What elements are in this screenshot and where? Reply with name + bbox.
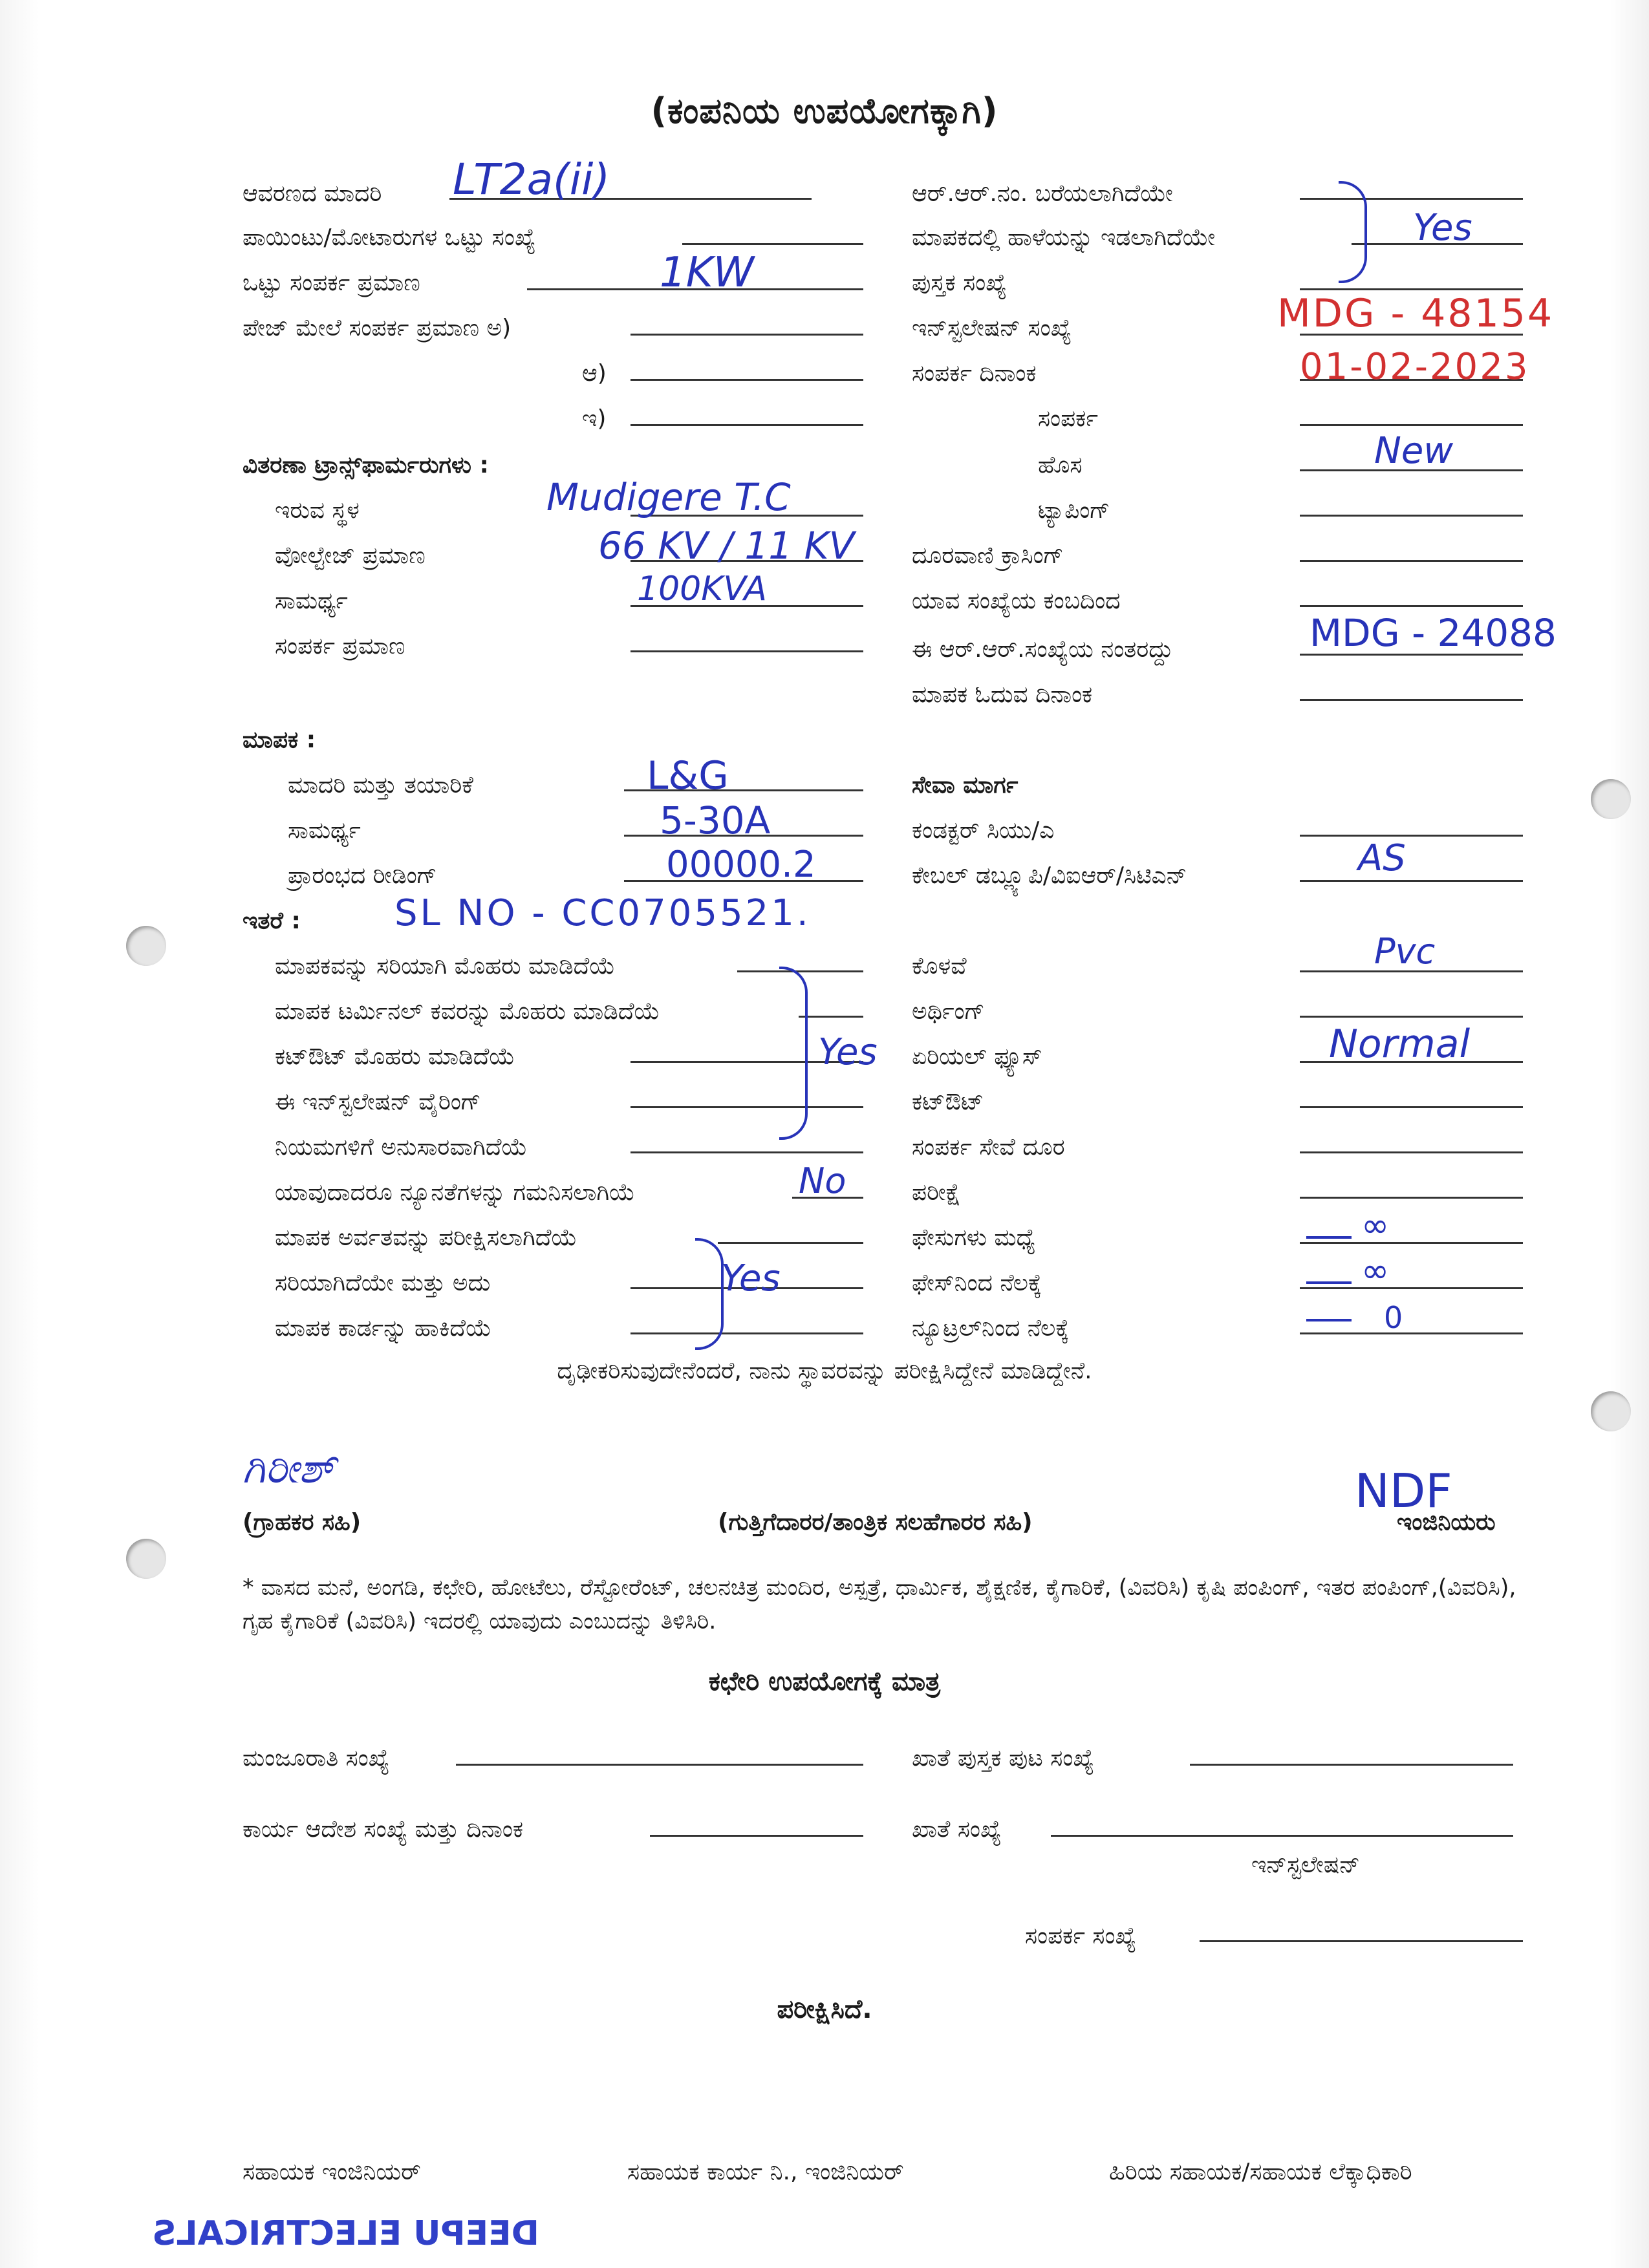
field-label: ಏರಿಯಲ್ ಫ್ಯೂಸ್ [912,1043,1042,1070]
field-line [1300,515,1523,517]
field-label: ಯಾವ ಸಂಖ್ಯೆಯ ಕಂಬದಿಂದ [912,588,1121,614]
field-label: ಒಟ್ಟು ಸಂಪರ್ಕ ಪ್ರಮಾಣ [242,270,420,296]
customer-signature: ಗಿರೀಶ್ [242,1445,336,1493]
field-label: ಮಾಪಕವನ್ನು ಸರಿಯಾಗಿ ಮೊಹರು ಮಾಡಿದೆಯೆ [275,953,616,979]
field-line [682,243,863,245]
field-label: ಸಾಮರ್ಥ್ಯ [288,817,361,844]
field-label: ಈ ಇನ್‌ಸ್ಟಲೇಷನ್ ವೈರಿಂಗ್ [275,1089,481,1115]
field-label: ಸಂಪರ್ಕ [1038,405,1098,432]
field-label: ಆವರಣದ ಮಾದರಿ [242,180,382,207]
field-line [1300,1151,1523,1153]
field-value: MDG - 48154 [1277,291,1555,336]
field-label: ಆರ್.ಆರ್.ನಂ. ಬರೆಯಲಾಗಿದೆಯೇ [912,180,1173,207]
field-label: ಸರಿಯಾಗಿದೆಯೇ ಮತ್ತು ಅದು [275,1270,491,1296]
field-label: ಮಾಪಕದಲ್ಲಿ ಹಾಳೆಯನ್ನು ಇಡಲಾಗಿದೆಯೇ [912,224,1216,251]
field-label: ಸಂಪರ್ಕ ದಿನಾಂಕ [912,360,1037,387]
field-line [718,1242,863,1244]
field-line [1300,699,1523,701]
field-label: ಅರ್ಥಿಂಗ್ [912,998,985,1025]
field-value: LT2a(ii) [453,155,610,204]
field-line [630,1332,863,1334]
field-line [630,424,863,426]
field-label: ಇರುವ ಸ್ಥಳ [275,497,360,524]
field-value: Pvc [1374,931,1436,972]
field-value: AS [1358,837,1406,879]
field-label: ಸಂಪರ್ಕ ಪ್ರಮಾಣ [275,633,405,659]
transformer-section-title: ವಿತರಣಾ ಟ್ರಾನ್ಸ್‌ಫಾರ್ಮರುಗಳು : [242,452,489,478]
brace-yes-1: Yes [818,1031,878,1073]
field-value: 100KVA [637,570,767,608]
field-line [799,1016,863,1018]
field-value: 66 KV / 11 KV [598,524,855,568]
field-label: ಕಟ್‌ಔಟ್ [912,1089,984,1115]
field-value: Yes [1413,207,1472,249]
verified-label: ಪರೀಕ್ಷಿಸಿದೆ. [777,1995,872,2024]
others-section-title: ಇತರೆ : [242,908,301,934]
customer-signature-label: (ಗ್ರಾಹಕರ ಸಹಿ) [242,1509,361,1535]
field-line [1300,835,1523,837]
field-label: ವೋಲ್ಟೇಜ್ ಪ್ರಮಾಣ [275,542,426,569]
field-line [1300,880,1523,882]
field-line [1300,1106,1523,1108]
field-line [1300,1242,1523,1244]
work-order-line [650,1835,863,1837]
field-label: ಕೊಳವೆ [912,953,967,979]
field-line [1300,1016,1523,1018]
field-label: ಇನ್‌ಸ್ಟಲೇಷನ್ ಸಂಖ್ಯೆ [912,315,1072,341]
field-value: 5-30A [660,798,771,842]
punch-hole-2 [126,926,166,966]
field-value: ∞ [1361,1206,1390,1245]
connection-label: ಸಂಪರ್ಕ ಸಂಖ್ಯೆ [1025,1923,1137,1949]
office-use-title: ಕಛೇರಿ ಉಪಯೋಗಕ್ಕೆ ಮಾತ್ರ [708,1667,941,1696]
field-label: ಕಟ್‌ಔಟ್ ಮೊಹರು ಮಾಡಿದೆಯೆ [275,1043,515,1070]
field-label: ಕಂಡಕ್ಟರ್ ಸಿಯು/ಎ [912,817,1055,844]
sanction-label: ಮಂಜೂರಾತಿ ಸಂಖ್ಯೆ [242,1745,390,1771]
service-section-title: ಸೇವಾ ಮಾರ್ಗ [912,772,1018,798]
field-label: ಯಾವುದಾದರೂ ನ್ಯೂನತೆಗಳನ್ನು ಗಮನಿಸಲಾಗಿಯೆ [275,1179,636,1206]
field-label: ಮಾಪಕ ಓದುವ ದಿನಾಂಕ [912,681,1093,708]
field-line [1300,605,1523,607]
field-line [630,1106,863,1108]
punch-hole-4 [126,1539,166,1579]
field-label: ಟ್ಯಾಪಿಂಗ್ [1038,497,1110,524]
field-value: 0 [1384,1300,1403,1335]
field-line [1300,1287,1523,1289]
footer-role-accounts: ಹಿರಿಯ ಸಹಾಯಕ/ಸಹಾಯಕ ಲೆಕ್ಕಾಧಿಕಾರಿ [1109,2159,1412,2185]
field-line [1300,1197,1523,1199]
connection-line [1200,1940,1523,1942]
field-label: ಇ) [582,405,607,432]
installation-label: ಇನ್‌ಸ್ಟಲೇಷನ್ [1251,1852,1361,1878]
field-label: ಆ) [582,360,607,387]
field-line [1300,424,1523,426]
field-label: ಪುಸ್ತಕ ಸಂಖ್ಯೆ [912,270,1007,296]
field-label: ಸಂಪರ್ಕ ಸೇವೆ ದೂರ [912,1134,1065,1161]
field-line [1300,560,1523,562]
ledger-line [1190,1764,1513,1766]
serial-number: SL NO - CC0705521. [394,892,811,934]
meter-section-title: ಮಾಪಕ : [242,727,316,753]
field-label: ಮಾಪಕ ಟರ್ಮಿನಲ್ ಕವರನ್ನು ಮೊಹರು ಮಾಡಿದೆಯೆ [275,998,660,1025]
field-line [737,970,863,972]
brace-yes-2: Yes [721,1257,781,1300]
field-label: ಮಾದರಿ ಮತ್ತು ತಯಾರಿಕೆ [288,772,473,798]
field-line [1300,288,1523,290]
field-value: No [799,1161,846,1201]
field-label: ಮಾಪಕ ಕಾರ್ಡನ್ನು ಹಾಕಿದೆಯೆ [275,1315,492,1342]
field-label: ಮಾಪಕ ಅರ್ವತವನ್ನು ಪರೀಕ್ಷಿಸಲಾಗಿದೆಯೆ [275,1225,577,1251]
brace-mark [779,967,808,1140]
field-label: ಪಾಯಿಂಟು/ಮೋಟಾರುಗಳ ಒಟ್ಟು ಸಂಖ್ಯೆ [242,224,536,251]
engineer-label: ಇಂಜಿನಿಯರು [1397,1509,1496,1535]
field-label: ಫೇಸುಗಳು ಮಧ್ಯೆ [912,1225,1036,1251]
ink-dash [1306,1319,1352,1321]
field-line [630,379,863,381]
ink-dash [1306,1236,1352,1239]
work-order-label: ಕಾರ್ಯ ಆದೇಶ ಸಂಖ್ಯೆ ಮತ್ತು ದಿನಾಂಕ [242,1816,524,1843]
account-line [1051,1835,1513,1837]
field-label: ಪ್ರಾರಂಭದ ರೀಡಿಂಗ್ [288,862,437,889]
contractor-signature-label: (ಗುತ್ತಿಗೆದಾರರ/ತಾಂತ್ರಿಕ ಸಲಹೆಗಾರರ ಸಹಿ) [718,1509,1033,1535]
brace-mark [695,1238,724,1350]
field-value: ∞ [1361,1252,1390,1290]
punch-hole-1 [1591,779,1631,819]
field-label: ಪೇಜ್ ಮೇಲೆ ಸಂಪರ್ಕ ಪ್ರಮಾಣ ಅ) [242,315,512,341]
account-label: ಖಾತೆ ಸಂಖ್ಯೆ [912,1816,1002,1843]
field-value: 00000.2 [666,844,816,886]
field-line [1300,198,1523,200]
page-title: (ಕಂಪನಿಯ ಉಪಯೋಗಕ್ಕಾಗಿ) [651,91,998,131]
field-value: L&G [647,753,729,798]
field-value: 01-02-2023 [1300,346,1530,388]
field-line [630,650,863,652]
footnote: * ವಾಸದ ಮನೆ, ಅಂಗಡಿ, ಕಛೇರಿ, ಹೋಟೆಲು, ರೆಸ್ಟೋರೆಂಟ್, ಚಲನಚಿತ್ರ ಮಂದಿರ, ಅಸ್ಪತ್ರೆ, ಧಾರ್ಮಿಕ, ಶೈಕ್ಷಣಿಕ, ಕೈಗಾರಿಕೆ, (ವಿವರಿಸಿ) ಕೃಷಿ ಪಂಪಿಂಗ್, ಇತರ ಪಂಪಿಂಗ್,(ವಿವರಿಸಿ), ಗೃಹ ಕೈಗಾರಿಕೆ (ವಿವರಿಸಿ) ಇದರಲ್ಲಿ ಯಾವುದು ಎಂಬುದನ್ನು ತಿಳಿಸಿರಿ. [242,1575,1516,1634]
footer-role-aee: ಸಹಾಯಕ ಕಾರ್ಯ ನಿ., ಇಂಜಿನಿಯರ್ [627,2159,904,2185]
ink-dash [1306,1281,1352,1284]
footer-role-ae: ಸಹಾಯಕ ಇಂಜಿನಿಯರ್ [242,2159,421,2185]
field-label: ಸಾಮರ್ಥ್ಯ [275,588,348,614]
field-label: ಈ ಆರ್.ಆರ್.ಸಂಖ್ಯೆಯ ನಂತರದ್ದು [912,636,1174,663]
ledger-label: ಖಾತೆ ಪುಸ್ತಕ ಪುಟ ಸಂಖ್ಯೆ [912,1745,1094,1771]
field-value: Mudigere T.C [546,475,791,519]
field-label: ಕೇಬಲ್ ಡಬ್ಲ್ಯೂಪಿ/ವಿಐಆರ್/ಸಿಟಿಎನ್ [912,862,1187,889]
field-value: New [1374,430,1454,472]
sanction-line [456,1764,863,1766]
punch-hole-3 [1591,1391,1631,1431]
field-line [630,1151,863,1153]
field-label: ನ್ಯೂಟ್ರಲ್‌ನಿಂದ ನೆಲಕ್ಕೆ [912,1315,1070,1342]
field-value: Normal [1329,1022,1471,1067]
field-line [630,334,863,336]
field-label: ಹೊಸ [1038,452,1083,478]
field-value: MDG - 24088 [1310,611,1557,655]
deepu-electricals-stamp: DEEPU ELECTRICALS [152,2214,539,2253]
field-line [1300,1332,1523,1334]
field-label: ನಿಯಮಗಳಿಗೆ ಅನುಸಾರವಾಗಿದೆಯೆ [275,1134,528,1161]
field-label: ಫೇಸ್‌ನಿಂದ ನೆಲಕ್ಕೆ [912,1270,1042,1296]
field-label: ದೂರವಾಣಿ ಕ್ರಾಸಿಂಗ್ [912,542,1064,569]
field-label: ಪರೀಕ್ಷೆ [912,1179,961,1206]
field-value: 1KW [660,249,754,297]
engineer-signature: NDF [1355,1464,1452,1518]
brace-mark [1339,181,1367,283]
certification-text: ದೃಢೀಕರಿಸುವುದೇನೆಂದರೆ, ನಾನು ಸ್ಥಾವರವನ್ನು ಪರೀಕ್ಷಿಸಿದ್ದೇನೆ ಮಾಡಿದ್ದೇನೆ. [557,1358,1092,1384]
